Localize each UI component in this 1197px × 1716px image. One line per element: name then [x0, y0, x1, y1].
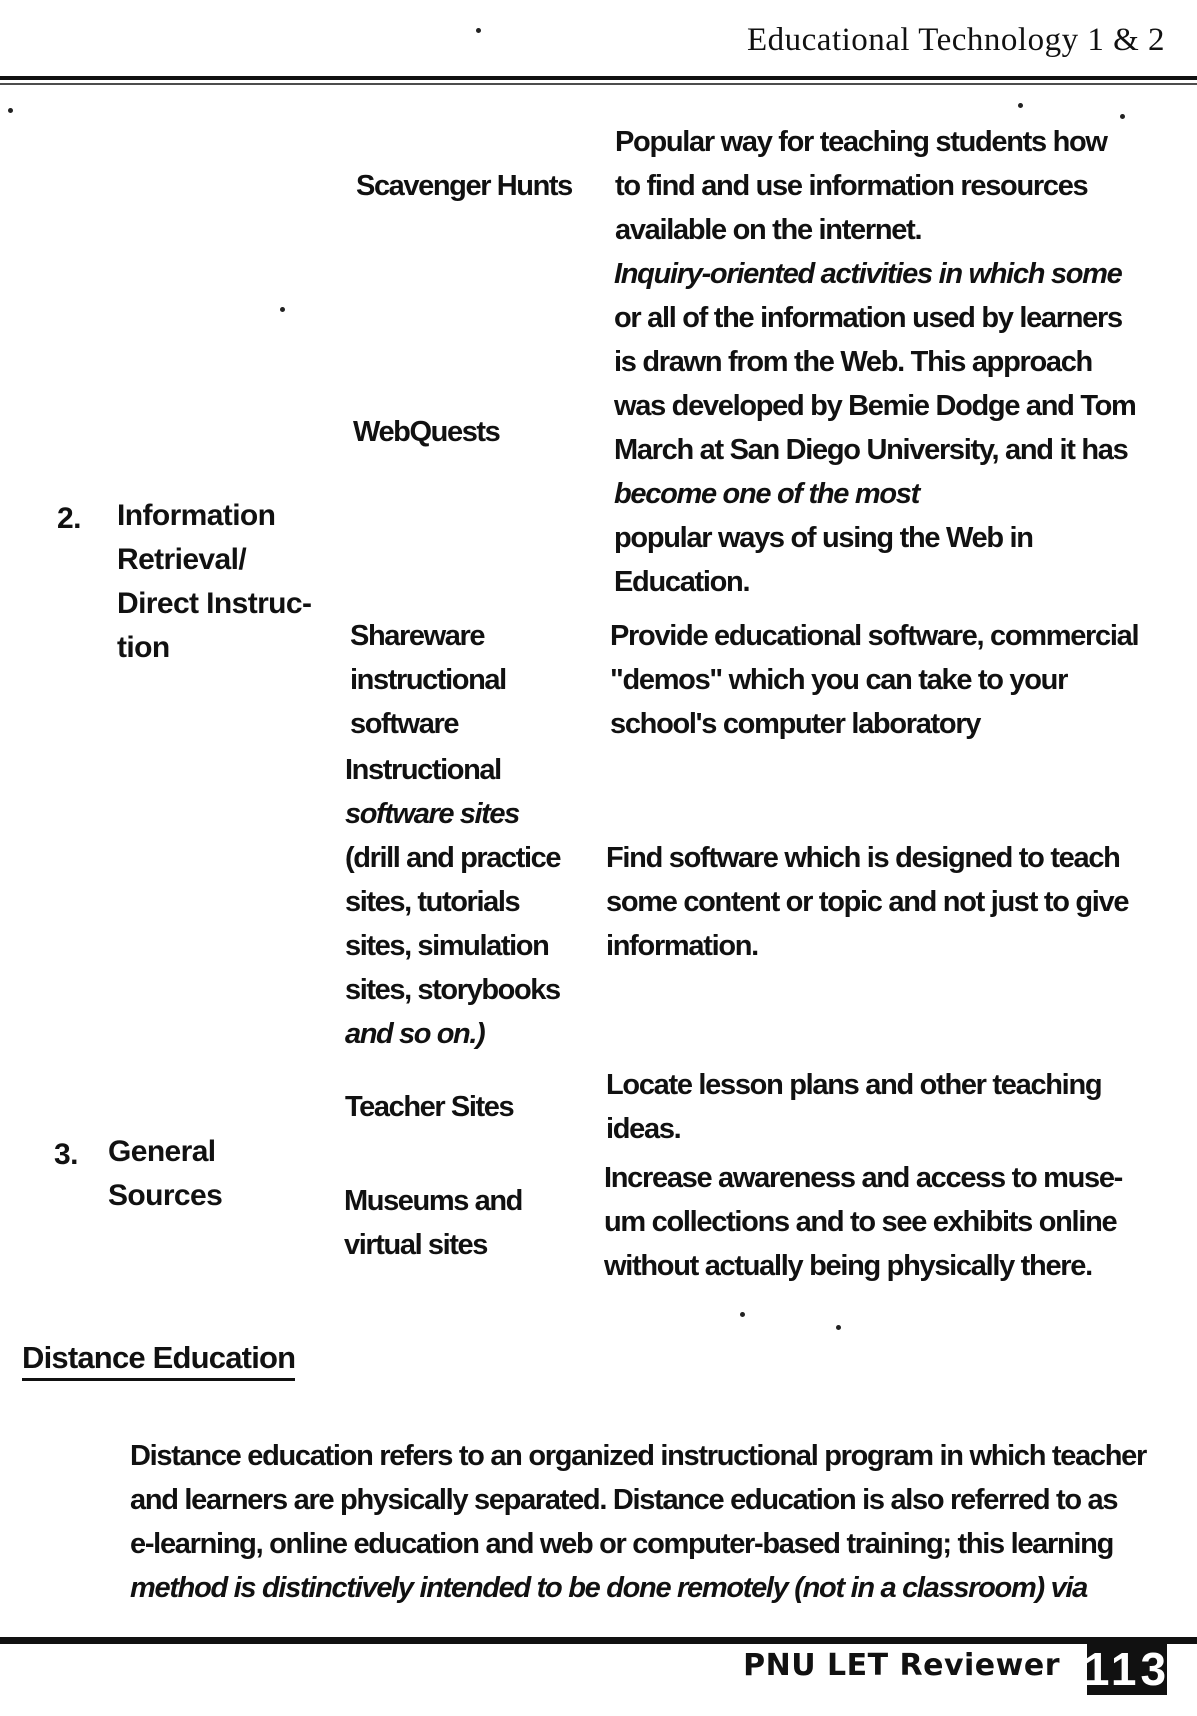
category-label	[108, 1130, 222, 1218]
description-line: Inquiry-oriented activities in which some	[614, 258, 1122, 290]
resource-name-line: sites, simulation	[345, 930, 549, 962]
resource-name-line: Shareware	[350, 620, 485, 652]
description-line: Increase awareness and access to muse-	[604, 1162, 1123, 1194]
description-line: Education.	[614, 566, 750, 598]
description-line: become one of the most	[614, 478, 919, 510]
resource-description	[610, 614, 1138, 746]
paragraph-line: and learners are physically separated. Distance education is also referred to as	[130, 1484, 1118, 1516]
resource-description	[606, 1063, 1101, 1151]
description-line: information.	[606, 930, 758, 962]
footer-rule	[0, 1637, 1197, 1644]
description-line: Locate lesson plans and other teaching	[606, 1069, 1102, 1101]
description-line: is drawn from the Web. This approach	[614, 346, 1092, 378]
description-line: popular ways of using the Web in	[614, 522, 1033, 554]
description-line: some content or topic and not just to give	[606, 886, 1129, 918]
scan-speck	[740, 1312, 745, 1317]
category-label	[117, 494, 311, 670]
description-line: or all of the information used by learners	[614, 302, 1122, 334]
paragraph-line: e-learning, online education and web or computer-based training; this learning	[130, 1528, 1113, 1560]
resource-name	[356, 164, 572, 208]
description-line: was developed by Bemie Dodge and Tom	[614, 390, 1136, 422]
resource-name	[344, 1179, 522, 1267]
resource-name-line: software	[350, 708, 459, 740]
resource-name-line: virtual sites	[344, 1229, 487, 1261]
resource-name-line: instructional	[350, 664, 506, 696]
category-label-line: General	[108, 1135, 216, 1168]
header-rule	[0, 76, 1197, 80]
scan-speck	[476, 28, 481, 33]
resource-name-line: sites, storybooks	[345, 974, 560, 1006]
resource-description	[614, 252, 1136, 604]
scan-speck	[1120, 114, 1125, 119]
resource-name-line: (drill and practice	[345, 842, 561, 874]
description-line: Provide educational software, commercial	[610, 620, 1139, 652]
footer-label: PNU LET Reviewer	[743, 1648, 1060, 1683]
section-heading: Distance Education	[22, 1340, 295, 1381]
category-label-line: Retrieval/	[117, 543, 247, 576]
description-line: to find and use information resources	[615, 170, 1088, 202]
scan-speck	[836, 1325, 841, 1330]
scan-speck	[1018, 103, 1023, 108]
resource-description	[606, 836, 1128, 968]
category-label-line: Sources	[108, 1179, 223, 1212]
scan-speck	[280, 307, 285, 312]
resource-name	[345, 1085, 513, 1129]
header-rule-thin	[0, 83, 1197, 85]
resource-name-line: software sites	[345, 798, 519, 830]
section-paragraph	[130, 1434, 1165, 1610]
running-header-title: Educational Technology 1 & 2	[747, 22, 1165, 58]
description-line: ideas.	[606, 1113, 681, 1145]
paragraph-line: method is distinctively intended to be done remotely (not in a classroom) via	[130, 1572, 1087, 1604]
resource-description	[604, 1156, 1122, 1288]
description-line: available on the internet.	[615, 214, 922, 246]
resource-name	[345, 748, 560, 1056]
scan-speck	[8, 108, 13, 113]
description-line: March at San Diego University, and it has	[614, 434, 1128, 466]
description-line: school's computer laboratory	[610, 708, 981, 740]
page-number: 113	[1083, 1643, 1171, 1695]
resource-name-line: Instructional	[345, 754, 501, 786]
description-line: Popular way for teaching students how	[615, 126, 1107, 158]
resource-name	[350, 614, 506, 746]
category-number: 3.	[54, 1138, 79, 1171]
resource-name-line: Scavenger Hunts	[356, 170, 572, 202]
resource-description	[615, 120, 1107, 252]
paragraph-line: Distance education refers to an organized instructional program in which teacher	[130, 1440, 1146, 1472]
category-label-line: Information	[117, 499, 276, 532]
resource-name-line: sites, tutorials	[345, 886, 520, 918]
description-line: without actually being physically there.	[604, 1250, 1092, 1282]
resource-name-line: WebQuests	[353, 416, 500, 448]
category-number: 2.	[57, 502, 82, 535]
resource-name-line: Museums and	[344, 1185, 522, 1217]
category-label-line: Direct Instruc-	[117, 587, 312, 620]
description-line: Find software which is designed to teach	[606, 842, 1120, 874]
category-label-line: tion	[117, 631, 170, 664]
description-line: um collections and to see exhibits online	[604, 1206, 1117, 1238]
resource-name-line: Teacher Sites	[345, 1091, 514, 1123]
resource-name-line: and so on.)	[345, 1018, 485, 1050]
description-line: "demos" which you can take to your	[610, 664, 1068, 696]
resource-name	[353, 410, 499, 454]
